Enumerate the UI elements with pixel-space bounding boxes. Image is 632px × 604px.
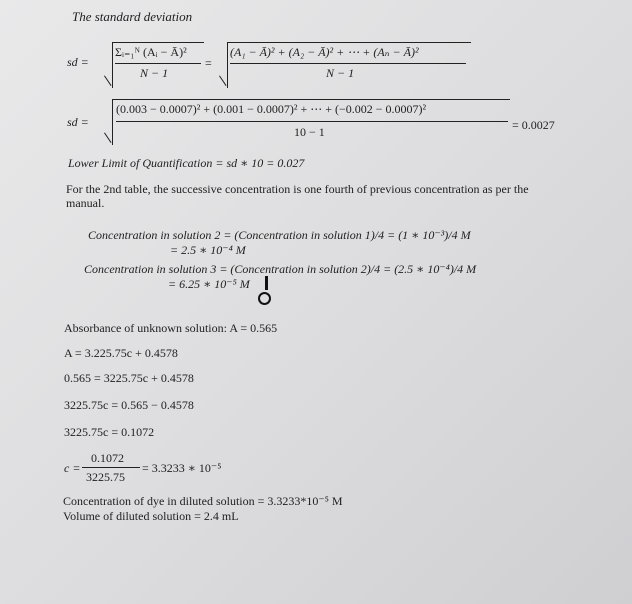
eqc-numerator: 0.1072 xyxy=(91,451,124,465)
eq1-fraction-bar-2 xyxy=(230,63,466,64)
absorbance-text: Absorbance of unknown solution: A = 0.565 xyxy=(64,321,278,335)
eqc-lhs: c = xyxy=(64,461,81,475)
eqc-result: = 3.3233 ∗ 10⁻⁵ xyxy=(142,461,222,475)
eq1-denominator-1: N − 1 xyxy=(140,66,169,80)
loq-equation: Lower Limit of Quantification = sd ∗ 10 = 0.027 xyxy=(68,156,305,170)
eq2-denominator: 10 − 1 xyxy=(294,125,325,139)
eq2-lhs: sd = xyxy=(67,115,89,129)
eq1-equals: = xyxy=(205,56,212,70)
equation-a3: 3225.75c = 0.565 − 0.4578 xyxy=(64,398,194,412)
diluted-volume: Volume of diluted solution = 2.4 mL xyxy=(63,509,239,523)
equation-a2: 0.565 = 3225.75c + 0.4578 xyxy=(64,371,194,385)
note-text-line-2: manual. xyxy=(66,196,105,210)
eq2-result: = 0.0027 xyxy=(512,118,555,132)
equation-a1: A = 3.225.75c + 0.4578 xyxy=(64,346,178,360)
eq1-denominator-2: N − 1 xyxy=(326,66,355,80)
eq1-numerator-1: Σᵢ₌₁ᴺ (Aᵢ − Ā)² xyxy=(115,45,187,59)
conc2-result: = 2.5 ∗ 10⁻⁴ M xyxy=(170,243,246,257)
equation-a4: 3225.75c = 0.1072 xyxy=(64,425,155,439)
eq1-fraction-bar-1 xyxy=(115,63,201,64)
note-text-line-1: For the 2nd table, the successive concentration is one fourth of previous concentration as per the xyxy=(66,182,529,196)
conc3-result: = 6.25 ∗ 10⁻⁵ M xyxy=(168,277,250,291)
eq1-numerator-2: (A₁ − Ā)² + (A₂ − Ā)² + ⋯ + (Aₙ − Ā)² xyxy=(230,45,419,59)
section-heading: The standard deviation xyxy=(72,9,193,24)
conc2-equation: Concentration in solution 2 = (Concentration in solution 1)/4 = (1 ∗ 10⁻³)/4 M xyxy=(88,228,471,242)
conc3-equation: Concentration in solution 3 = (Concentration in solution 2)/4 = (2.5 ∗ 10⁻⁴)/4 M xyxy=(84,262,477,276)
eqc-fraction-bar xyxy=(82,467,140,468)
cursor-handle-icon[interactable] xyxy=(258,292,271,305)
eq2-numerator: (0.003 − 0.0007)² + (0.001 − 0.0007)² + ⋯ + (−0.002 − 0.0007)² xyxy=(116,102,427,116)
eqc-denominator: 3225.75 xyxy=(86,470,125,484)
diluted-concentration: Concentration of dye in diluted solution = 3.3233*10⁻⁵ M xyxy=(63,494,343,508)
eq2-fraction-bar xyxy=(116,121,508,122)
text-cursor xyxy=(265,276,268,290)
eq1-lhs: sd = xyxy=(67,55,89,69)
